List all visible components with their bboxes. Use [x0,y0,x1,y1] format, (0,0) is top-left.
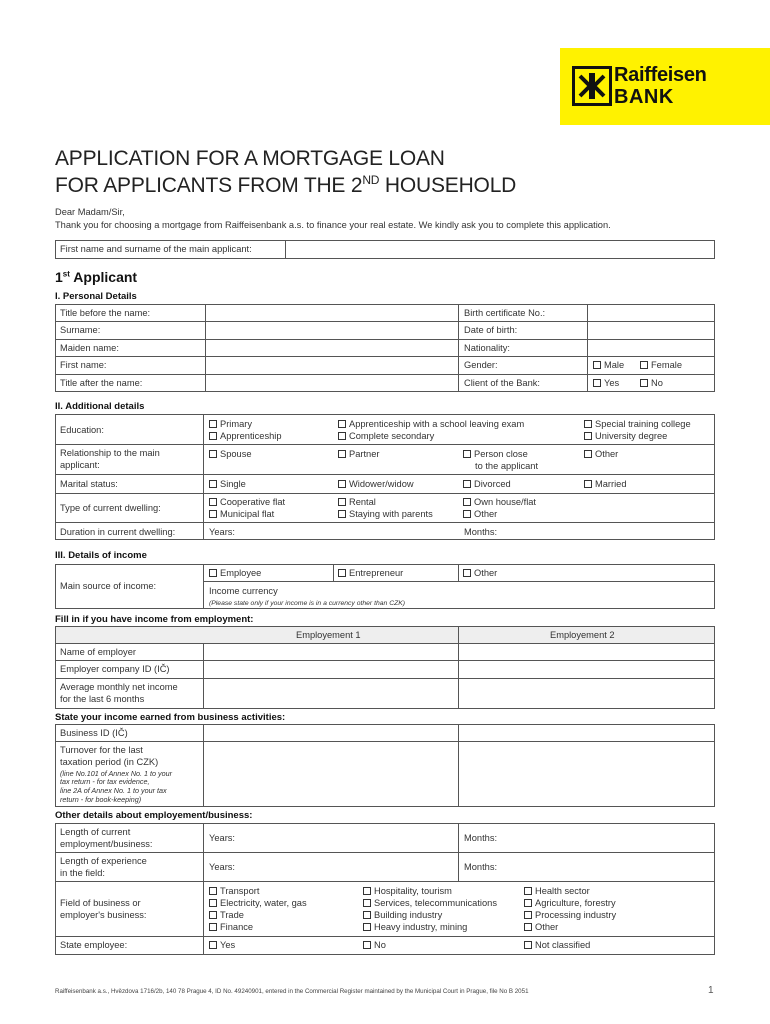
checkbox[interactable] [363,923,371,931]
mar-widow-option[interactable]: Widower/widow [338,479,414,489]
currency-note: (Please state only if your income is in a currency other than CZK) [209,600,406,607]
education-label: Education: [60,425,104,435]
intro-text: Thank you for choosing a mortgage from Raiffeisenbank a.s. to finance your real estate. We kindly ask you to complete this application. [55,220,611,230]
checkbox[interactable] [584,450,592,458]
first-name-label: First name: [60,360,107,370]
dwelling-label: Type of current dwelling: [60,503,161,513]
f-agriculture-option[interactable]: Agriculture, forestry [524,898,616,908]
currency-label: Income currency [209,586,278,596]
income-heading: III. Details of income [55,550,147,561]
client-yes-option[interactable]: Yes [593,378,619,388]
mar-divorced-option[interactable]: Divorced [463,479,511,489]
no-checkbox[interactable] [640,379,648,387]
experience-label-1: Length of experience [60,856,147,866]
src-entrepreneur-option[interactable]: Entrepreneur [338,568,403,578]
edu-apprenticeship-exam-option[interactable]: Apprenticeship with a school leaving exam [338,419,524,429]
duration-label: Duration in current dwelling: [60,527,176,537]
mar-single-option[interactable]: Single [209,479,246,489]
logo-text-raiffeisen: Raiffeisen [614,64,707,86]
checkbox[interactable] [338,569,346,577]
checkbox[interactable] [338,450,346,458]
f-hospitality-option[interactable]: Hospitality, tourism [363,886,452,896]
checkbox[interactable] [463,510,471,518]
additional-details-heading: II. Additional details [55,401,145,412]
dw-rental-option[interactable]: Rental [338,497,376,507]
edu-secondary-option[interactable]: Complete secondary [338,431,434,441]
rel-close-option[interactable]: Person close [463,449,528,459]
f-finance-option[interactable]: Finance [209,922,253,932]
birth-cert-label: Birth certificate No.: [464,308,546,318]
main-source-label: Main source of income: [60,581,157,591]
length-years-label: Years: [209,833,236,843]
f-processing-option[interactable]: Processing industry [524,910,616,920]
turnover-note-3: line 2A of Annex No. 1 to your tax [60,786,167,795]
f-services-option[interactable]: Services, telecommunications [363,898,497,908]
length-months-label: Months: [464,833,498,843]
relationship-label-2: applicant: [60,460,100,470]
business-heading: State your income earned from business activities: [55,712,286,723]
dw-muni-option[interactable]: Municipal flat [209,509,274,519]
page-title-line2: FOR APPLICANTS FROM THE 2ND HOUSEHOLD [55,173,517,197]
personal-details-heading: I. Personal Details [55,291,137,302]
checkbox[interactable] [338,498,346,506]
business-id-label: Business ID (IČ) [60,728,128,738]
title-after-label: Title after the name: [60,378,143,388]
experience-years-label: Years: [209,862,236,872]
checkbox[interactable] [338,480,346,488]
turnover-note-2: tax return - for tax evidence, [60,777,150,786]
edu-special-option[interactable]: Special training college [584,419,691,429]
marital-label: Marital status: [60,479,118,489]
client-label: Client of the Bank: [464,378,540,388]
title-before-label: Title before the name: [60,308,151,318]
gender-male-option[interactable]: Male [593,360,624,370]
checkbox[interactable] [463,498,471,506]
turnover-label-1: Turnover for the last [60,745,143,755]
employer-label: Name of employer [60,647,136,657]
duration-months-label: Months: [464,527,498,537]
f-trade-option[interactable]: Trade [209,910,244,920]
female-checkbox[interactable] [640,361,648,369]
checkbox[interactable] [209,480,217,488]
logo-text-bank: BANK [614,86,674,108]
checkbox[interactable] [209,911,217,919]
length-label-1: Length of current [60,827,131,837]
checkbox[interactable] [209,510,217,518]
checkbox[interactable] [584,420,592,428]
relationship-label-1: Relationship to the main [60,448,160,458]
checkbox[interactable] [209,432,217,440]
rel-partner-option[interactable]: Partner [338,449,380,459]
checkbox[interactable] [209,887,217,895]
state-employee-label: State employee: [60,940,128,950]
avg-income-label-2: for the last 6 months [60,694,145,704]
state-no-option[interactable]: No [363,940,386,950]
page-title-line1: APPLICATION FOR A MORTGAGE LOAN [55,147,445,170]
state-not-classified-option[interactable]: Not classified [524,940,590,950]
avg-income-label-1: Average monthly net income [60,682,178,692]
turnover-note-1: (line No.101 of Annex No. 1 to your [60,769,173,778]
checkbox[interactable] [524,941,532,949]
src-employee-option[interactable]: Employee [209,568,261,578]
male-checkbox[interactable] [593,361,601,369]
company-id-label: Employer company ID (IČ) [60,664,170,674]
gender-label: Gender: [464,360,498,370]
checkbox[interactable] [209,420,217,428]
surname-label: Surname: [60,325,101,335]
yes-checkbox[interactable] [593,379,601,387]
checkbox[interactable] [524,887,532,895]
checkbox[interactable] [209,498,217,506]
checkbox[interactable] [209,923,217,931]
duration-years-label: Years: [209,527,236,537]
checkbox[interactable] [584,480,592,488]
checkbox[interactable] [338,432,346,440]
rel-other-option[interactable]: Other [584,449,618,459]
checkbox[interactable] [524,899,532,907]
checkbox[interactable] [209,899,217,907]
nationality-label: Nationality: [464,343,510,353]
checkbox[interactable] [524,923,532,931]
checkbox[interactable] [209,569,217,577]
checkbox[interactable] [338,420,346,428]
dw-parents-option[interactable]: Staying with parents [338,509,433,519]
f-transport-option[interactable]: Transport [209,886,259,896]
f-building-option[interactable]: Building industry [363,910,442,920]
experience-label-2: in the field: [60,868,105,878]
dw-coop-option[interactable]: Cooperative flat [209,497,285,507]
edu-university-option[interactable]: University degree [584,431,667,441]
employment-heading: Fill in if you have income from employment: [55,614,254,625]
experience-months-label: Months: [464,862,498,872]
edu-apprenticeship-option[interactable]: Apprenticeship [209,431,282,441]
turnover-note-4: return - for book-keeping) [60,795,142,804]
length-label-2: employment/business: [60,839,153,849]
maiden-name-label: Maiden name: [60,343,119,353]
dob-label: Date of birth: [464,325,518,335]
checkbox[interactable] [209,450,217,458]
rel-spouse-option[interactable]: Spouse [209,449,252,459]
checkbox[interactable] [209,941,217,949]
raiffeisen-logo-icon [572,66,612,106]
client-no-option[interactable]: No [640,378,663,388]
employment-col1-header: Employement 1 [296,630,361,640]
checkbox[interactable] [363,941,371,949]
field-label-2: employer's business: [60,910,147,920]
f-other-option[interactable]: Other [524,922,558,932]
dw-own-option[interactable]: Own house/flat [463,497,536,507]
checkbox[interactable] [584,432,592,440]
rel-close-label-2: to the applicant [475,461,539,471]
checkbox[interactable] [524,911,532,919]
gender-female-option[interactable]: Female [640,360,682,370]
mar-married-option[interactable]: Married [584,479,627,489]
f-heavy-option[interactable]: Heavy industry, mining [363,922,467,932]
employment-col2-header: Employement 2 [550,630,615,640]
f-health-option[interactable]: Health sector [524,886,590,896]
footer-text: Raiffeisenbank a.s., Hvězdova 1716/2b, 140 78 Prague 4, ID No. 49240901, entered in the Commercial Register maintained by the Municipal Court in Prague, file No B 2051 [55,988,529,995]
edu-primary-option[interactable]: Primary [209,419,252,429]
checkbox[interactable] [463,569,471,577]
checkbox[interactable] [463,450,471,458]
turnover-label-2: taxation period (in CZK) [60,757,159,767]
checkbox[interactable] [363,899,371,907]
applicant-heading: 1st Applicant [55,269,138,285]
checkbox[interactable] [463,480,471,488]
main-applicant-input[interactable] [287,241,713,258]
other-details-heading: Other details about employement/business: [55,810,253,821]
checkbox[interactable] [363,911,371,919]
f-electric-option[interactable]: Electricity, water, gas [209,898,307,908]
state-yes-option[interactable]: Yes [209,940,235,950]
dw-other-option[interactable]: Other [463,509,497,519]
src-other-option[interactable]: Other [463,568,497,578]
page-number: 1 [708,985,714,996]
checkbox[interactable] [363,887,371,895]
greeting: Dear Madam/Sir, [55,207,125,217]
field-label-1: Field of business or [60,898,141,908]
main-applicant-label: First name and surname of the main applicant: [60,244,252,254]
checkbox[interactable] [338,510,346,518]
